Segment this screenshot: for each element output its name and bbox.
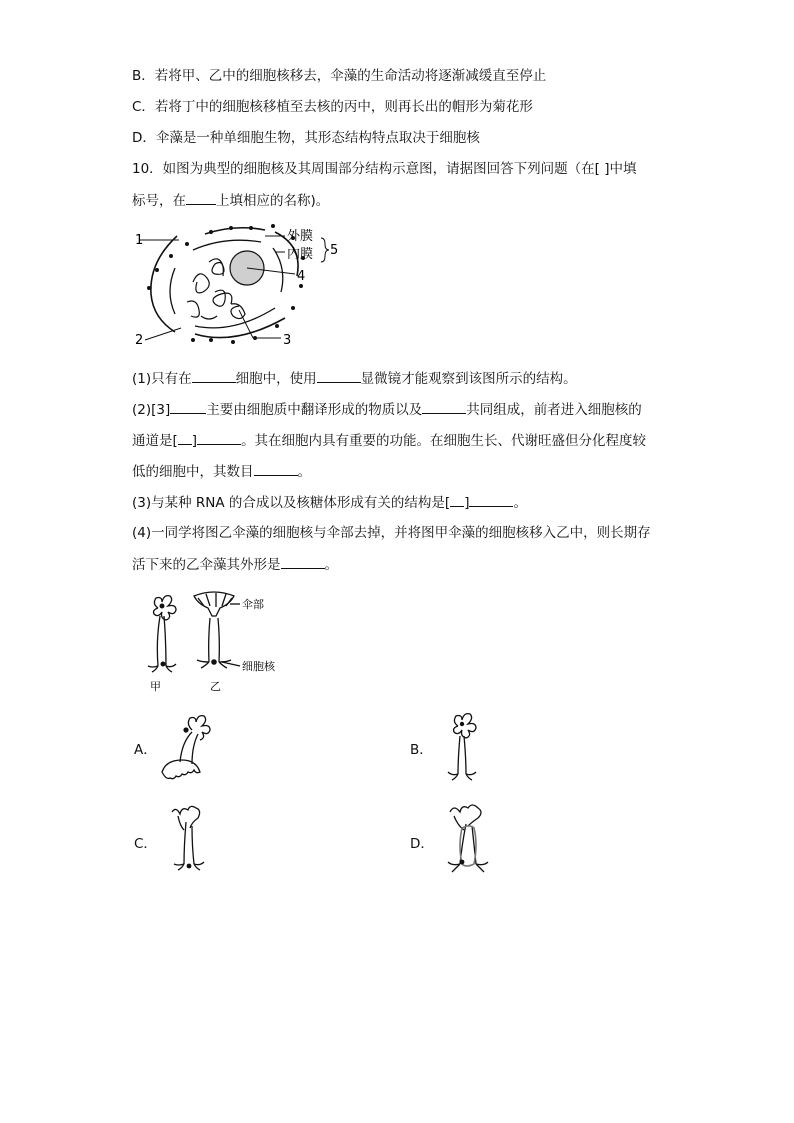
label-2: 2 — [135, 333, 144, 348]
q10-part2-line2 — [132, 430, 646, 451]
blank-line — [469, 492, 513, 507]
choice-a-figure[interactable] — [156, 710, 216, 782]
q10-part2-line3 — [132, 461, 311, 482]
outer-membrane-arc-top — [205, 228, 265, 234]
inner-membrane-arc-top — [193, 240, 261, 250]
label-cap: 伞部 — [242, 598, 264, 611]
q10-part4-line2 — [132, 554, 338, 575]
label-jia: 甲 — [150, 680, 161, 693]
p2-b: 主要由细胞质中翻译形成的物质以及 — [206, 402, 423, 418]
label-yi: 乙 — [210, 680, 221, 693]
p2-a: (2)[3] — [132, 402, 171, 418]
blank-line — [197, 430, 241, 445]
blank-line — [192, 368, 236, 383]
q10-stem-line1: 10．如图为典型的细胞核及其周围部分结构示意图，请据图回答下列问题（在[ ]中填 — [132, 161, 637, 177]
choice-a-label[interactable]: A． — [134, 742, 157, 758]
blank-line — [178, 430, 192, 445]
option-d-text: D．伞藻是一种单细胞生物，其形态结构特点取决于细胞核 — [132, 130, 480, 146]
p1-b: 细胞中，使用 — [235, 371, 317, 387]
p2-g: 低的细胞中，其数目 — [132, 464, 254, 480]
q10-part4-line1: (4)一同学将图乙伞藻的细胞核与伞部去掉，并将图甲伞藻的细胞核移入乙中，则长期存 — [132, 525, 651, 541]
p1-c: 显微镜才能观察到该图所示的结构。 — [360, 371, 577, 387]
p2-c: 共同组成，前者进入细胞核的 — [466, 402, 642, 418]
p4-b: 活下来的乙伞藻其外形是 — [132, 557, 281, 573]
q10-part2-line1 — [132, 399, 642, 420]
q10-stem-a: 标号，在 — [132, 193, 186, 209]
q10-stem-b: 上填相应的名称)。 — [216, 193, 330, 209]
label-inner-membrane: 内膜 — [287, 247, 314, 262]
option-c-text: C．若将丁中的细胞核移植至去核的丙中，则再长出的帽形为菊花形 — [132, 99, 533, 115]
choice-b-label[interactable]: B． — [410, 742, 433, 758]
label-1: 1 — [135, 233, 144, 248]
q10-part1 — [132, 368, 577, 389]
blank-line — [170, 399, 206, 414]
blank-line — [186, 190, 216, 205]
label-nucleus: 细胞核 — [242, 660, 275, 673]
p1-a: (1)只有在 — [132, 371, 192, 387]
p2-f: 。其在细胞内具有重要的功能。在细胞生长、代谢旺盛但分化程度较 — [241, 433, 647, 449]
p3-b: ] — [464, 495, 470, 511]
choice-b-figure[interactable] — [440, 710, 484, 784]
label-outer-membrane: 外膜 — [287, 229, 314, 244]
acetabularia-diagram — [134, 588, 294, 696]
blank-line — [450, 492, 464, 507]
p2-d: 通道是[ — [132, 433, 178, 449]
q10-part3 — [132, 492, 527, 513]
choice-d-figure[interactable] — [440, 802, 496, 880]
nucleus-diagram — [135, 222, 355, 348]
choice-c-figure[interactable] — [164, 804, 210, 880]
p4-c: 。 — [324, 557, 338, 573]
p3-a: (3)与某种 RNA 的合成以及核糖体形成有关的结构是[ — [132, 495, 451, 511]
blank-line — [281, 554, 325, 569]
choice-d-label[interactable]: D． — [410, 836, 434, 852]
blank-line — [254, 461, 298, 476]
inner-membrane-arc-left — [170, 268, 175, 314]
blank-line — [317, 368, 361, 383]
inner-membrane-arc-right — [273, 248, 283, 292]
acetabularia-yi — [194, 592, 240, 668]
blank-line — [422, 399, 466, 414]
label-5: 5 — [330, 243, 339, 258]
p2-e: ] — [191, 433, 198, 449]
p2-h: 。 — [297, 464, 311, 480]
label-4: 4 — [297, 269, 306, 284]
outer-membrane-arc-left — [151, 236, 177, 332]
choice-c-label[interactable]: C． — [134, 836, 157, 852]
option-b-text: B．若将甲、乙中的细胞核移去，伞藻的生命活动将逐渐减缓直至停止 — [132, 68, 547, 84]
p3-c: 。 — [513, 495, 527, 511]
q10-stem-line2 — [132, 190, 329, 211]
label-3: 3 — [283, 333, 292, 348]
